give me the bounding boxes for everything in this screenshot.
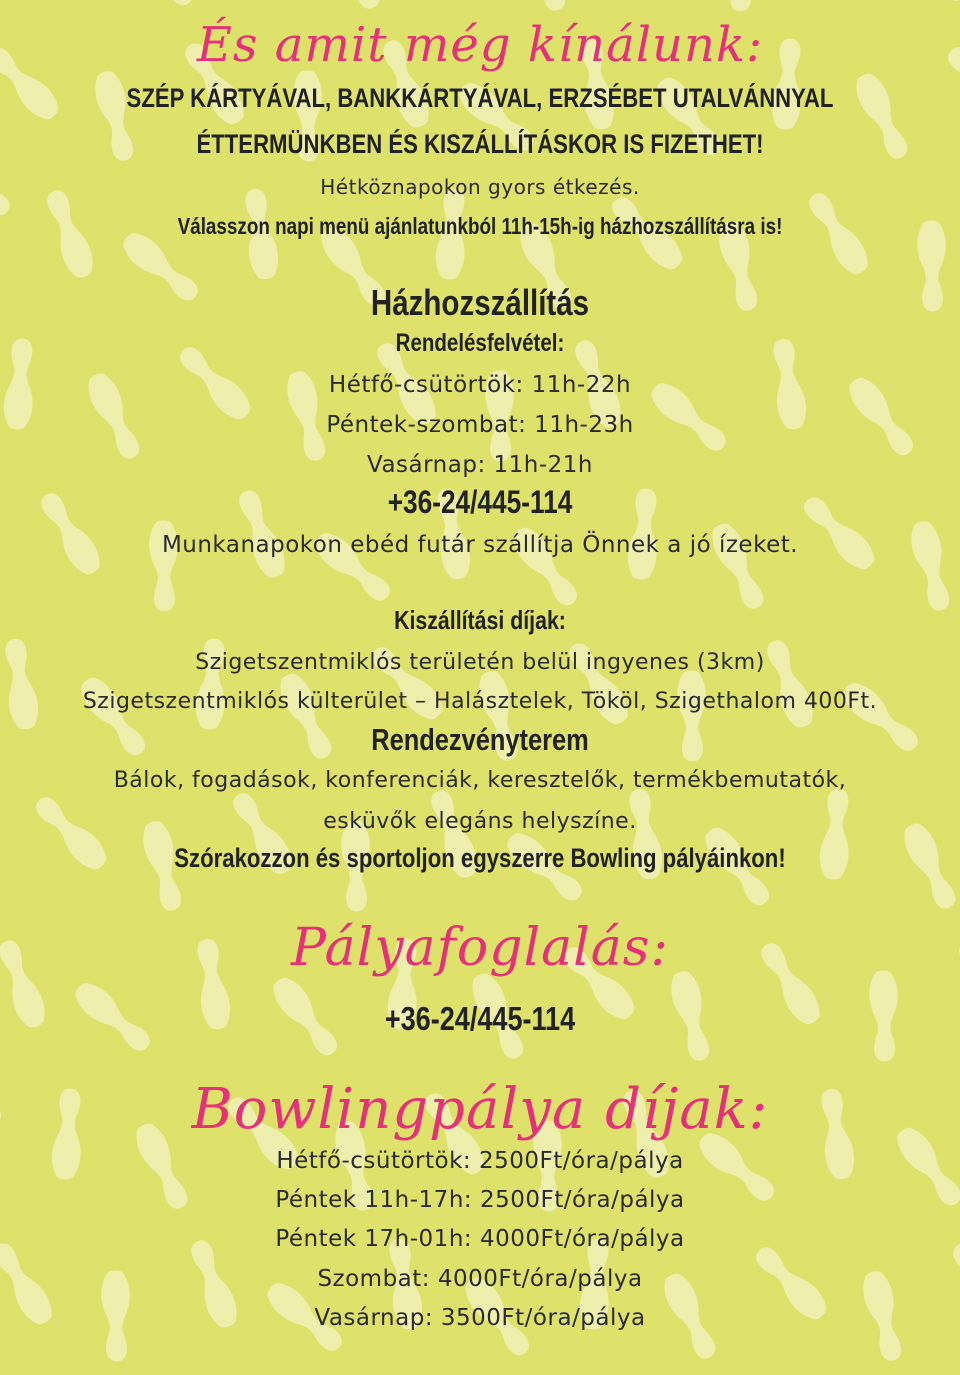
price-friday-night: Péntek 17h-01h: 4000Ft/óra/pálya bbox=[275, 1226, 685, 1252]
delivery-phone: +36-24/445-114 bbox=[387, 484, 573, 520]
delivery-title: Házhozszállítás bbox=[370, 282, 590, 323]
lunch-courier-note: Munkanapokon ebéd futár szállítja Önnek a jó ízeket. bbox=[161, 532, 799, 558]
offer-title: És amit még kínálunk: bbox=[196, 17, 764, 73]
daily-menu-text: Válasszon napi menü ajánlatunkból 11h-15h-ig házhozszállításra is! bbox=[177, 213, 783, 239]
price-saturday: Szombat: 4000Ft/óra/pálya bbox=[317, 1266, 643, 1292]
hours-friday-saturday: Péntek-szombat: 11h-23h bbox=[326, 412, 634, 438]
price-weekday: Hétfő-csütörtök: 2500Ft/óra/pálya bbox=[276, 1148, 684, 1174]
event-hall-title: Rendezvényterem bbox=[371, 722, 589, 757]
payment-line-2: ÉTTERMÜNKBEN ÉS KISZÁLLÍTÁSKOR IS FIZETHET! bbox=[196, 129, 764, 159]
orders-label: Rendelésfelvétel: bbox=[395, 329, 565, 357]
hours-sunday: Vasárnap: 11h-21h bbox=[367, 452, 593, 478]
fee-outer-zone: Szigetszentmiklós külterület – Halásztelek, Tököl, Szigethalom 400Ft. bbox=[82, 689, 878, 714]
payment-line-1: SZÉP KÁRTYÁVAL, BANKKÁRTYÁVAL, ERZSÉBET UTALVÁNNYAL bbox=[126, 83, 834, 113]
price-friday-day: Péntek 11h-17h: 2500Ft/óra/pálya bbox=[275, 1187, 685, 1213]
booking-title: Pályafoglalás: bbox=[291, 918, 669, 978]
booking-phone: +36-24/445-114 bbox=[384, 1000, 576, 1037]
event-hall-desc-1: Bálok, fogadások, konferenciák, keresztelők, termékbemutatók, bbox=[113, 768, 847, 793]
hours-weekday: Hétfő-csütörtök: 11h-22h bbox=[328, 372, 632, 398]
weekday-meal-text: Hétköznapokon gyors étkezés. bbox=[320, 175, 640, 199]
event-hall-desc-2: esküvők elegáns helyszíne. bbox=[323, 809, 637, 834]
price-sunday: Vasárnap: 3500Ft/óra/pálya bbox=[314, 1305, 646, 1331]
prices-title: Bowlingpálya díjak: bbox=[191, 1077, 769, 1142]
fees-title: Kiszállítási díjak: bbox=[394, 605, 566, 635]
bowling-cta: Szórakozzon és sportoljon egyszerre Bowling pályáinkon! bbox=[174, 843, 786, 873]
fee-free-zone: Szigetszentmiklós területén belül ingyenes (3km) bbox=[195, 650, 765, 675]
